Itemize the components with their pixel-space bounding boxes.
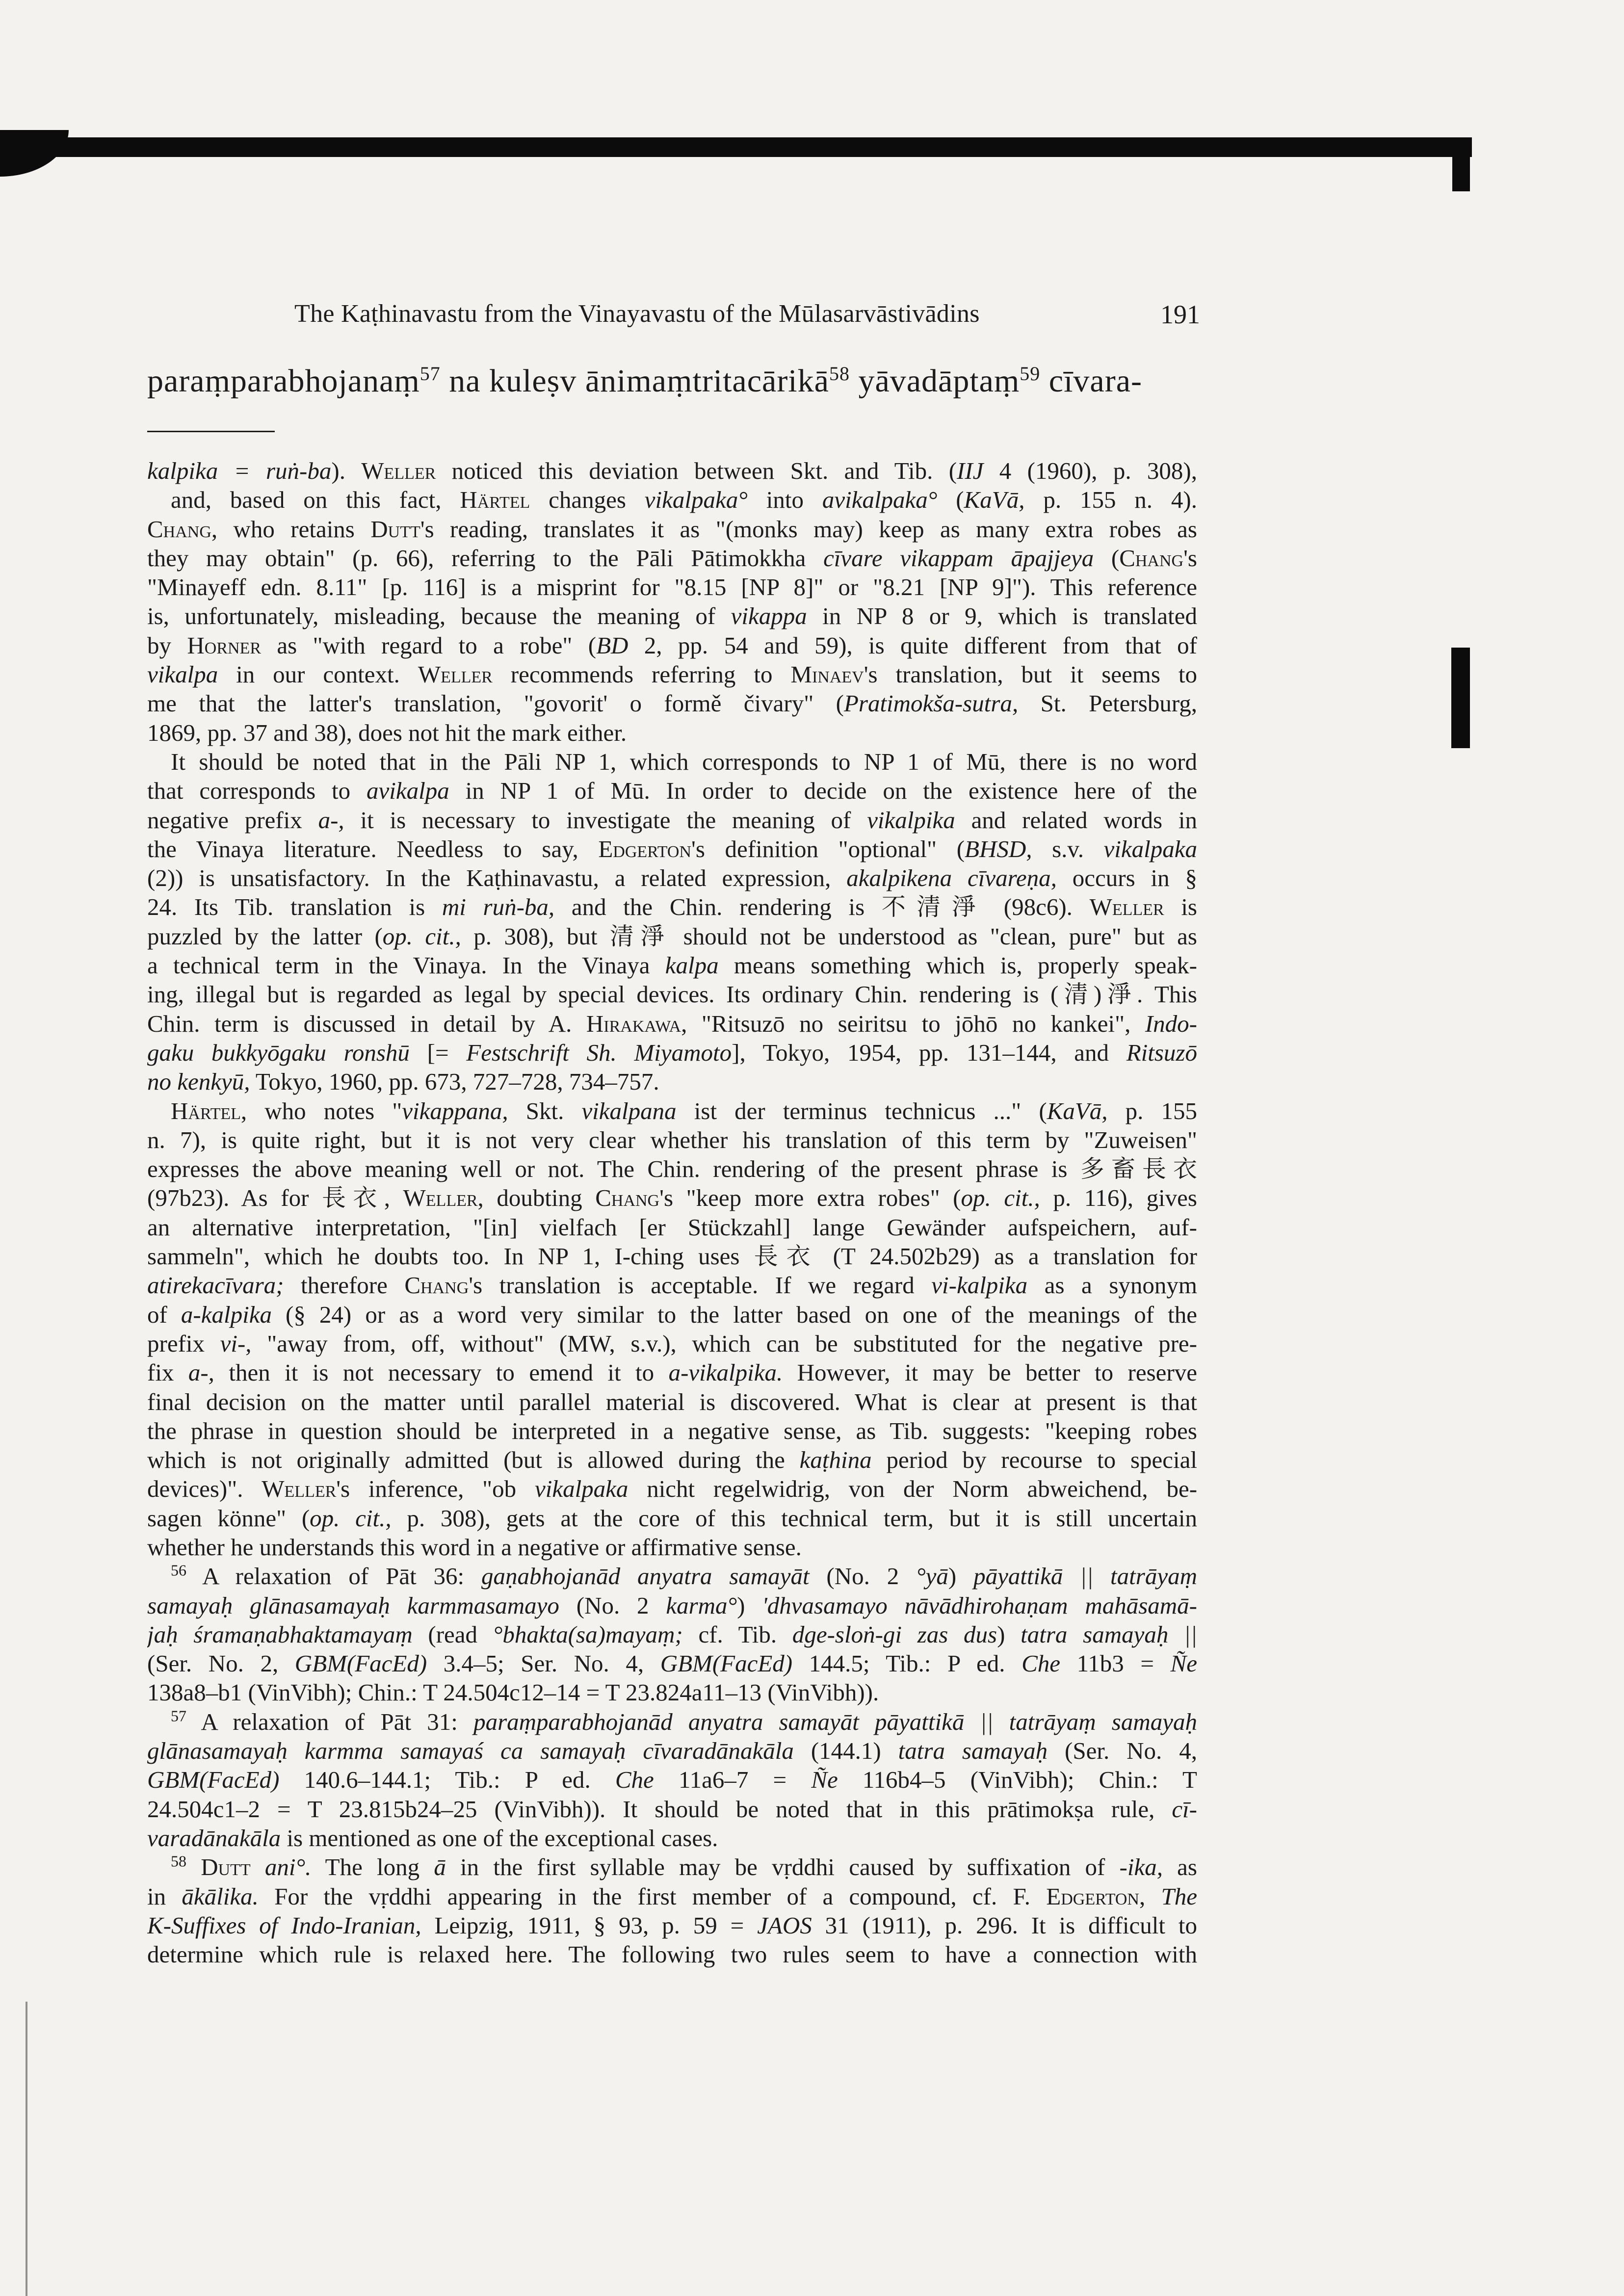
author-name: Chang: [1119, 544, 1184, 572]
italic-term: avikalpaka°: [822, 486, 938, 514]
text-line: [147, 776, 1197, 805]
text-run: p. 155 n. 4).: [1024, 486, 1197, 514]
author-name: Hirakawa,: [586, 1010, 687, 1037]
text-run: and, based on this fact,: [171, 486, 460, 514]
text-run: in NP 8 or 9, which is translated: [807, 602, 1197, 630]
text-run: For the vṛddhi appearing in the first member of a compound, cf. F.: [258, 1882, 1047, 1910]
author-name: Weller,: [403, 1184, 484, 1212]
text-run: noticed this deviation between Skt. and Tib. (: [436, 457, 957, 484]
text-run: p. 155: [1107, 1097, 1197, 1124]
text-run: "away from, off, without" (MW, s.v.), which can be substituted for the negative pre-: [251, 1330, 1197, 1357]
text-run: "Ritsuzō no seiritsu to jōhō no kankei",: [687, 1010, 1145, 1037]
text-run: and the Chin. rendering is 不清淨 (98c6).: [554, 893, 1090, 921]
text-run: as "with regard to a robe" (: [261, 631, 597, 659]
text-line: [147, 660, 1197, 689]
italic-term: vikappa: [731, 602, 807, 630]
author-name: Dutt: [201, 1853, 251, 1881]
author-name: Weller: [418, 661, 493, 688]
text-line: [147, 892, 1197, 921]
verse-text: na kuleṣv ānimaṃtritacārikā: [440, 363, 829, 399]
text-run: Tokyo, 1960, pp. 673, 727–728, 734–757.: [250, 1068, 659, 1096]
text-line: [147, 1940, 1197, 1969]
italic-term: vi-kalpika: [931, 1272, 1028, 1299]
text-run: nicht regelwidrig, von der Norm abweichend, be-: [628, 1475, 1197, 1503]
italic-term: dge-sloṅ-gi zas dus: [792, 1620, 997, 1648]
text-line: [147, 1882, 1197, 1911]
italic-term: BD: [596, 631, 629, 659]
text-run: p. 116), gives: [1040, 1184, 1197, 1212]
text-line: [147, 1707, 1197, 1736]
italic-term: op. cit.,: [310, 1504, 392, 1532]
text-run: who retains: [217, 515, 371, 543]
text-run: A relaxation of Pāt 31:: [186, 1708, 474, 1735]
italic-term: GBM(FacEd): [294, 1650, 427, 1677]
text-line: [147, 689, 1197, 718]
text-run: The long: [311, 1853, 434, 1881]
text-run: as: [1162, 1853, 1197, 1881]
text-run: 2, pp. 54 and 59), is quite different from that of: [628, 631, 1197, 659]
text-run: (§ 24) or as a word very similar to the latter based on one of the meanings of the: [271, 1301, 1197, 1328]
author-name: Weller: [1089, 893, 1164, 921]
author-name: Chang,: [147, 515, 218, 543]
text-line: [147, 951, 1197, 980]
text-run: as a synonym: [1027, 1272, 1197, 1299]
italic-term: op. cit.,: [382, 922, 461, 950]
italic-term: °yā: [916, 1563, 948, 1590]
italic-term: -ika,: [1119, 1853, 1163, 1881]
italic-term: The: [1161, 1882, 1197, 1910]
footnote-ref: 57: [419, 363, 441, 385]
text-run: determine which rule is relaxed here. The following two rules seem to have a connection with: [147, 1941, 1197, 1968]
italic-term: ākālika.: [182, 1882, 259, 1910]
author-name: Dutt: [370, 515, 420, 543]
text-run: (Ser. No. 2,: [147, 1650, 295, 1677]
author-name: Weller: [262, 1475, 337, 1503]
italic-term: kalpika = ruṅ-ba: [147, 457, 332, 484]
italic-term: no kenkyū,: [147, 1068, 250, 1096]
text-run: (2)) is unsatisfactory. In the Kaṭhinavastu, a related expression,: [147, 864, 847, 892]
text-line: [147, 747, 1197, 776]
text-run: 's translation is acceptable. If we regard: [469, 1272, 932, 1299]
italic-term: Che: [1022, 1650, 1060, 1677]
author-name: Chang: [404, 1272, 469, 1299]
text-line: [147, 1213, 1197, 1242]
text-run: ): [948, 1563, 974, 1590]
text-run: 144.5; Tib.: P ed.: [792, 1650, 1022, 1677]
italic-term: avikalpa: [367, 777, 449, 805]
italic-term: gaku bukkyōgaku ronshū: [147, 1039, 410, 1066]
italic-term: Ritsuzō: [1126, 1039, 1197, 1066]
text-run: therefore: [284, 1272, 405, 1299]
author-name: Chang: [595, 1184, 660, 1212]
text-run: recommends referring to: [492, 661, 791, 688]
running-head: The Kaṭhinavastu from the Vinayavastu of the Mūlasarvāstivādins: [294, 300, 980, 328]
text-run: (No. 2: [809, 1563, 917, 1590]
italic-term: a-,: [318, 806, 344, 834]
italic-term: IIJ: [957, 457, 984, 484]
author-name: Minaev: [790, 661, 864, 688]
text-run: me that the latter's translation, "govorit' o formě čivary" (: [147, 690, 844, 717]
text-run: sagen könne" (: [147, 1504, 310, 1532]
italic-term: vikalpaka: [1103, 835, 1197, 862]
text-line: [147, 1824, 1197, 1852]
text-line: [147, 1125, 1197, 1154]
scan-border-right: [1452, 137, 1470, 191]
text-line: [147, 1649, 1197, 1678]
text-run: 4 (1960), p. 308),: [983, 457, 1197, 484]
text-run: prefix: [147, 1330, 220, 1357]
text-run: in the first syllable may be vṛddhi caused by suffixation of: [445, 1853, 1120, 1881]
italic-term: gaṇabhojanād anyatra samayāt: [481, 1563, 810, 1590]
text-run: is, unfortunately, misleading, because the meaning of: [147, 602, 731, 630]
text-line: [147, 835, 1197, 863]
italic-term: vikalpa: [147, 661, 218, 688]
text-run: (No. 2: [559, 1592, 666, 1619]
italic-term: cī-: [1172, 1795, 1197, 1823]
text-run: n. 7), is quite right, but it is not very clear whether his translation of this term by "Zuweisen": [147, 1126, 1197, 1153]
footnote-number: 56: [171, 1562, 186, 1579]
italic-term: varadānakāla: [147, 1824, 281, 1852]
italic-term: vikappana,: [402, 1097, 508, 1124]
italic-term: ani°.: [264, 1853, 312, 1881]
text-run: devices)".: [147, 1475, 262, 1503]
text-run: sammeln", which he doubts too. In NP 1, I-ching uses 長衣 (T 24.502b29) as a translation for: [147, 1243, 1197, 1270]
text-run: 116b4–5 (VinVibh); Chin.: T: [838, 1766, 1197, 1794]
text-line: [147, 515, 1197, 544]
italic-term: a-vikalpika.: [668, 1359, 783, 1386]
text-line: [147, 1067, 1197, 1096]
text-run: 31 (1911), p. 296. It is difficult to: [812, 1911, 1197, 1939]
scan-border-corner: [0, 130, 69, 177]
text-run: [186, 1853, 201, 1880]
italic-term: cīvare vikappam āpajjeya: [823, 544, 1094, 572]
text-line: [147, 544, 1197, 573]
text-line: [147, 1474, 1197, 1503]
author-name: Horner: [187, 631, 262, 659]
author-name: Edgerton: [598, 835, 692, 862]
italic-term: Ñe: [811, 1766, 838, 1794]
text-line: [147, 1678, 1197, 1707]
text-run: 1869, pp. 37 and 38), does not hit the mark either.: [147, 719, 627, 746]
text-line: [147, 1736, 1197, 1765]
italic-term: akalpikena cīvareṇa,: [846, 864, 1057, 892]
text-run: ): [997, 1620, 1021, 1648]
text-run: a technical term in the Vinaya. In the Vinaya: [147, 952, 665, 979]
text-run: p. 308), but 清淨 should not be understood as "clean, pure" but as: [461, 922, 1197, 950]
text-line: [147, 631, 1197, 660]
text-run: negative prefix: [147, 806, 318, 834]
text-run: they may obtain" (p. 66), referring to the Pāli Pātimokkha: [147, 544, 824, 572]
text-line: [147, 1271, 1197, 1300]
text-line: [147, 601, 1197, 630]
text-line: [147, 1009, 1197, 1038]
text-run: fix: [147, 1359, 188, 1386]
text-run: by: [147, 631, 187, 659]
scan-margin-mark: [1451, 648, 1470, 748]
text-run: 11a6–7 =: [654, 1766, 812, 1794]
text-run: "Minayeff edn. 8.11" [p. 116] is a misprint for "8.15 [NP 8]" or "8.21 [NP 9]"). This reference: [147, 574, 1197, 601]
text-line: [147, 1911, 1197, 1940]
italic-term: vikalpaka: [534, 1475, 629, 1503]
text-line: [147, 1242, 1197, 1271]
italic-term: °bhakta(sa)mayaṃ;: [493, 1620, 683, 1648]
text-run: 's reading, translates it as "(monks may) keep as many extra robes as: [420, 515, 1197, 543]
text-line: [147, 1620, 1197, 1649]
text-line: [147, 1154, 1197, 1183]
italic-term: a-,: [188, 1359, 214, 1386]
italic-term: Che: [615, 1766, 654, 1794]
italic-term: vikalpika: [867, 806, 955, 834]
footnotes: [147, 456, 1197, 1969]
verse-text: cīvara-: [1040, 363, 1142, 399]
author-name: Härtel: [460, 486, 530, 514]
text-run: p. 308), gets at the core of this technical term, but it is still uncertain: [391, 1504, 1197, 1532]
text-run: in: [147, 1882, 182, 1910]
text-line: [147, 1416, 1197, 1445]
text-line: [147, 863, 1197, 892]
text-run: ).: [331, 457, 362, 484]
text-run: A relaxation of Pāt 36:: [186, 1563, 481, 1590]
text-line: [147, 922, 1197, 951]
text-line: [147, 1533, 1197, 1562]
text-run: means something which is, properly speak-: [718, 952, 1197, 979]
text-line: [147, 1504, 1197, 1533]
text-run: puzzled by the latter (: [147, 922, 383, 950]
text-run: expresses the above meaning well or not. The Chin. rendering of the present phrase is 多畜長衣: [147, 1155, 1197, 1183]
italic-term: GBM(FacEd): [147, 1766, 280, 1794]
italic-term: pāyattikā || tatrāyaṃ: [973, 1563, 1197, 1590]
italic-term: kaṭhina: [799, 1446, 872, 1474]
text-run: 24. Its Tib. translation is: [147, 893, 442, 921]
author-name: Edgerton,: [1046, 1882, 1146, 1910]
text-run: 's translation, but it seems to: [864, 661, 1197, 688]
text-line: [147, 1765, 1197, 1794]
text-run: final decision on the matter until parallel material is discovered. What is clear at present is that: [147, 1388, 1197, 1415]
text-run: who notes ": [247, 1097, 402, 1124]
italic-term: paraṃparabhojanād anyatra samayāt pāyattikā || tatrāyaṃ samayaḥ: [473, 1708, 1197, 1735]
text-line: [147, 1038, 1197, 1067]
text-run: 140.6–144.1; Tib.: P ed.: [279, 1766, 615, 1794]
text-line: [147, 1445, 1197, 1474]
text-line: [147, 1591, 1197, 1620]
footnote-ref: 58: [829, 363, 850, 385]
italic-term: vi-,: [220, 1330, 252, 1357]
text-run: s.v.: [1032, 835, 1104, 862]
text-run: ], Tokyo, 1954, pp. 131–144, and: [732, 1039, 1126, 1066]
text-run: 's "keep more extra robes" (: [659, 1184, 961, 1212]
text-line: [147, 806, 1197, 835]
text-run: of: [147, 1301, 181, 1328]
text-run: Skt.: [508, 1097, 582, 1124]
italic-term: atirekacīvara;: [147, 1272, 284, 1299]
text-run: [251, 1853, 265, 1880]
text-run: St. Petersburg,: [1018, 690, 1197, 717]
italic-term: jaḥ śramaṇabhaktamayaṃ: [147, 1620, 413, 1648]
text-run: (144.1): [793, 1737, 898, 1765]
text-run: whether he understands this word in a negative or affirmative sense.: [147, 1533, 802, 1561]
italic-term: Pratimokša-sutra,: [843, 690, 1019, 717]
italic-term: KaVā,: [964, 486, 1025, 514]
italic-term: mi ruṅ-ba,: [442, 893, 555, 921]
italic-term: Indo-: [1145, 1010, 1197, 1037]
text-run: 24.504c1–2 = T 23.815b24–25 (VinVibh)). It should be noted that in this prātimokṣa rule,: [147, 1795, 1172, 1823]
italic-term: samayaḥ glānasamayaḥ karmmasamayo: [147, 1592, 559, 1619]
italic-term: Festschrift Sh. Miyamoto: [466, 1039, 732, 1066]
scan-border-top: [0, 137, 1472, 157]
text-run: Leipzig, 1911, § 93, p. 59 =: [421, 1911, 758, 1939]
scan-edge-line: [26, 2002, 27, 2296]
text-run: the Vinaya literature. Needless to say,: [147, 835, 599, 862]
text-line: [147, 1183, 1197, 1212]
text-run: is mentioned as one of the exceptional cases.: [281, 1824, 718, 1852]
text-line: [147, 1852, 1197, 1881]
italic-term: tatra samayaḥ ||: [1021, 1620, 1197, 1648]
italic-term: tatra samayaḥ: [898, 1737, 1048, 1765]
footnote-rule: [147, 431, 275, 432]
text-run: the phrase in question should be interpreted in a negative sense, as Tib. suggests: "keeping robes: [147, 1417, 1197, 1444]
page-number: 191: [1160, 300, 1200, 329]
italic-term: GBM(FacEd): [660, 1650, 793, 1677]
footnote-number: 57: [171, 1707, 186, 1725]
text-line: [147, 1387, 1197, 1416]
italic-term: vikalpana: [581, 1097, 677, 1124]
italic-term: vikalpaka°: [644, 486, 748, 514]
verse-text: paraṃparabhojanaṃ: [147, 363, 420, 399]
text-line: [147, 573, 1197, 601]
text-run: [=: [409, 1039, 467, 1066]
text-run: an alternative interpretation, "[in] vielfach [er Stückzahl] lange Gewänder aufspeichern, auf-: [147, 1213, 1197, 1241]
text-line: [147, 718, 1197, 747]
verse-line: [147, 362, 1202, 400]
text-line: [147, 485, 1197, 514]
text-run: then it is not necessary to emend it to: [214, 1359, 669, 1386]
footnote-number: 58: [171, 1852, 186, 1870]
italic-term: 'dhvasamayo nāvādhirohaṇam mahāsamā-: [762, 1592, 1197, 1619]
italic-term: JAOS: [757, 1911, 812, 1939]
text-run: 's: [1183, 544, 1197, 572]
text-run: (97b23). As for 長衣,: [147, 1184, 403, 1212]
text-run: 11b3 =: [1060, 1650, 1171, 1677]
italic-term: glānasamayaḥ karmma samayaś ca samayaḥ cīvaradānakāla: [147, 1737, 794, 1765]
text-run: 's definition "optional" (: [691, 835, 965, 862]
italic-term: ā: [434, 1853, 446, 1881]
text-run: occurs in §: [1056, 864, 1197, 892]
text-run: ist der terminus technicus ..." (: [676, 1097, 1047, 1124]
text-run: changes: [530, 486, 645, 514]
text-run: that corresponds to: [147, 777, 367, 805]
author-name: Härtel,: [171, 1097, 247, 1124]
text-run: [1145, 1883, 1161, 1910]
text-run: (Ser. No. 4,: [1048, 1737, 1197, 1765]
text-run: in NP 1 of Mū. In order to decide on the existence here of the: [449, 777, 1197, 805]
verse-text: yāvadāptaṃ: [849, 363, 1020, 399]
text-run: into: [747, 486, 822, 514]
text-run: cf. Tib.: [682, 1620, 792, 1648]
text-run: ): [737, 1592, 762, 1619]
footnote-ref: 59: [1020, 363, 1041, 385]
text-run: However, it may be better to reserve: [783, 1359, 1197, 1386]
text-line: [147, 1329, 1197, 1358]
text-run: 's inference, "ob: [336, 1475, 535, 1503]
text-run: 3.4–5; Ser. No. 4,: [427, 1650, 660, 1677]
text-run: 138a8–b1 (VinVibh); Chin.: T 24.504c12–14 = T 23.824a11–13 (VinVibh)).: [147, 1679, 879, 1706]
text-run: period by recourse to special: [871, 1446, 1197, 1474]
italic-term: a-kalpika: [181, 1301, 272, 1328]
text-run: ing, illegal but is regarded as legal by special devices. Its ordinary Chin. rendering is (清)淨. This: [147, 981, 1197, 1008]
text-line: [147, 1358, 1197, 1387]
text-run: Chin. term is discussed in detail by A.: [147, 1010, 586, 1037]
italic-term: KaVā,: [1047, 1097, 1108, 1124]
text-run: (: [937, 486, 964, 514]
text-line: [147, 1795, 1197, 1824]
text-run: it is necessary to investigate the meaning of: [344, 806, 867, 834]
text-run: (: [1094, 544, 1120, 572]
italic-term: kalpa: [665, 952, 719, 979]
text-run: which is not originally admitted (but is allowed during the: [147, 1446, 800, 1474]
text-run: doubting: [483, 1184, 596, 1212]
text-line: [147, 456, 1197, 485]
italic-term: op. cit.,: [961, 1184, 1040, 1212]
text-line: [147, 1096, 1197, 1125]
italic-term: K-Suffixes of Indo-Iranian,: [147, 1911, 421, 1939]
text-line: [147, 980, 1197, 1009]
text-run: and related words in: [955, 806, 1197, 834]
text-run: (read: [412, 1620, 493, 1648]
text-line: [147, 1562, 1197, 1591]
text-run: It should be noted that in the Pāli NP 1, which corresponds to NP 1 of Mū, there is no word: [171, 748, 1197, 775]
italic-term: karma°: [666, 1592, 737, 1619]
author-name: Weller: [361, 457, 436, 484]
italic-term: Ñe: [1170, 1650, 1197, 1677]
italic-term: BHSD,: [965, 835, 1032, 862]
text-line: [147, 1300, 1197, 1329]
text-run: is: [1164, 893, 1197, 921]
text-run: in our context.: [218, 661, 418, 688]
